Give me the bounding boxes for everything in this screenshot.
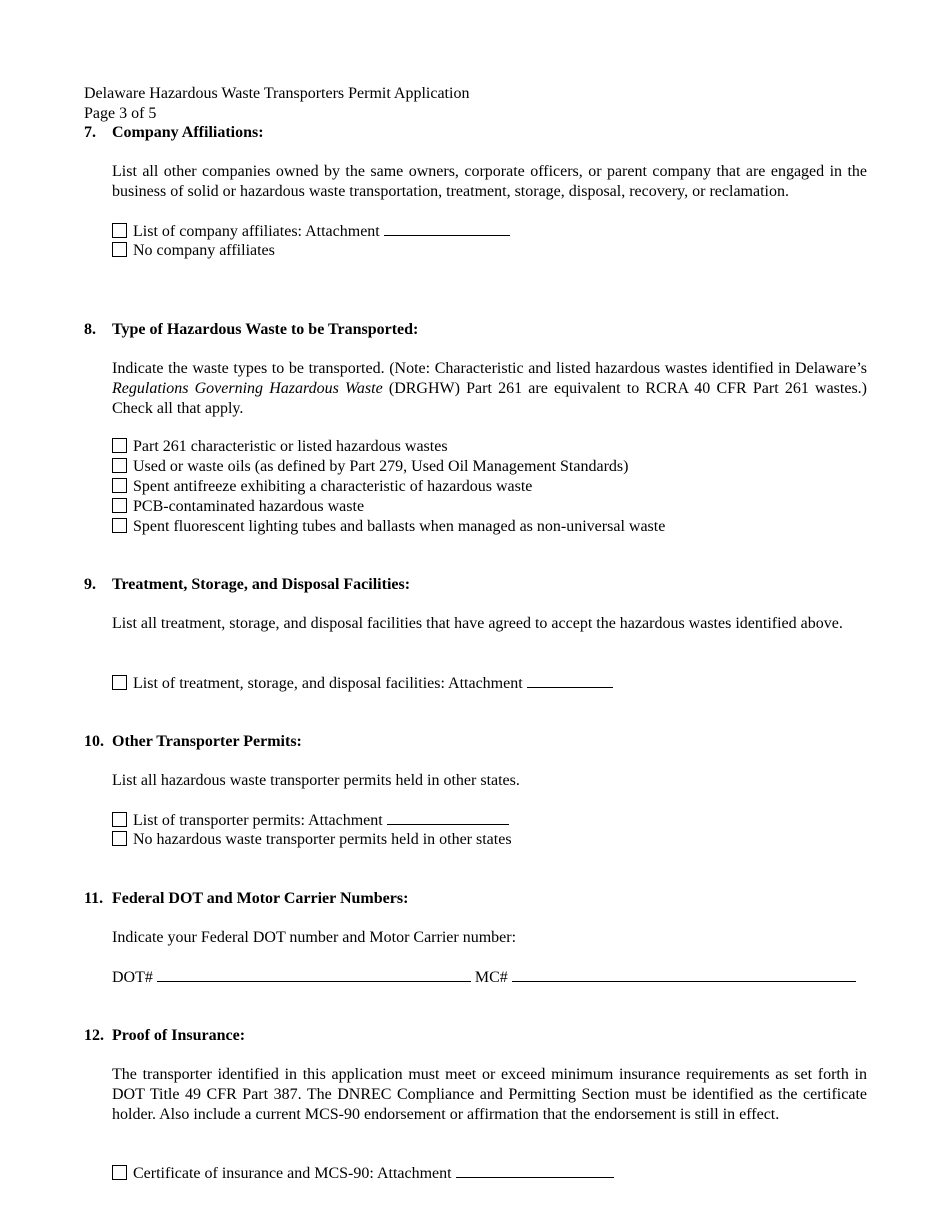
section-number: 10. (84, 733, 104, 750)
option-pcb-waste (112, 497, 364, 517)
section-instructions: Indicate the waste types to be transported. (Note: Characteristic and listed hazardous wastes identified in Delaware’s Regulations Governing Hazardous Waste (DRGHW) Part 261 are equivalent to RCRA 40 CFR Part 261 wastes.) Check all that apply. (112, 360, 868, 417)
section-heading (84, 123, 867, 143)
section-heading (84, 575, 867, 595)
section-number: 9. (84, 576, 96, 593)
option-no-other-permits (112, 830, 512, 850)
section-title: Proof of Insurance: (112, 1027, 246, 1044)
checkbox[interactable] (112, 223, 127, 238)
option-transporter-permits-attachment (112, 810, 509, 830)
option-spent-antifreeze (112, 477, 532, 497)
option-label: PCB-contaminated hazardous waste (133, 498, 365, 515)
attachment-blank-field[interactable] (384, 221, 510, 236)
checkbox[interactable] (112, 675, 127, 690)
section-other-permits (84, 732, 867, 848)
checkbox[interactable] (112, 458, 127, 473)
option-insurance-attachment (112, 1163, 614, 1183)
section-number: 11. (84, 890, 104, 907)
section-dot-mc-numbers (84, 889, 867, 986)
page-number: Page 3 of 5 (84, 104, 157, 122)
section-title: Type of Hazardous Waste to be Transported: (112, 321, 419, 338)
option-tsd-attachment (112, 673, 613, 693)
option-fluorescent-tubes (112, 517, 665, 537)
section-title: Other Transporter Permits: (112, 733, 302, 750)
checkbox[interactable] (112, 478, 127, 493)
attachment-blank-field[interactable] (456, 1163, 614, 1178)
section-tsd-facilities (84, 575, 867, 692)
section-title: Federal DOT and Motor Carrier Numbers: (112, 890, 409, 907)
section-heading (84, 1026, 867, 1046)
section-heading (84, 732, 867, 752)
section-instructions: List all hazardous waste transporter permits held in other states. (112, 772, 520, 789)
option-label: Spent fluorescent lighting tubes and ballasts when managed as non-universal waste (133, 518, 666, 535)
section-instructions: Indicate your Federal DOT number and Motor Carrier number: (112, 929, 517, 946)
dot-label: DOT# (112, 969, 153, 986)
regulation-title: Regulations Governing Hazardous Waste (112, 380, 383, 397)
section-heading (84, 320, 867, 340)
option-label: No company affiliates (133, 242, 275, 259)
option-label: Used or waste oils (as defined by Part 279, Used Oil Management Standards) (133, 458, 629, 475)
option-label: Part 261 characteristic or listed hazardous wastes (133, 438, 448, 455)
checkbox[interactable] (112, 812, 127, 827)
section-proof-of-insurance (84, 1026, 867, 1182)
document-title: Delaware Hazardous Waste Transporters Permit Application (84, 85, 470, 102)
section-number: 12. (84, 1027, 104, 1044)
option-label: List of company affiliates: Attachment (133, 223, 380, 240)
option-label: No hazardous waste transporter permits held in other states (133, 831, 512, 848)
section-instructions: List all other companies owned by the same owners, corporate officers, or parent company that are engaged in the business of solid or hazardous waste transportation, treatment, storage, disposal, recovery, or reclamation. (112, 163, 867, 200)
option-company-affiliates-attachment (112, 221, 510, 241)
option-used-oils (112, 457, 628, 477)
option-label: Certificate of insurance and MCS-90: Attachment (133, 1165, 452, 1182)
option-no-company-affiliates (112, 241, 275, 261)
section-heading (84, 889, 867, 909)
section-number: 7. (84, 124, 96, 141)
option-label: Spent antifreeze exhibiting a characteristic of hazardous waste (133, 478, 533, 495)
section-waste-types (84, 320, 868, 535)
option-label: List of transporter permits: Attachment (133, 812, 383, 829)
section-instructions: List all treatment, storage, and disposal facilities that have agreed to accept the hazardous wastes identified above. (112, 615, 843, 632)
mc-label: MC# (474, 969, 508, 986)
checkbox[interactable] (112, 498, 127, 513)
checkbox[interactable] (112, 518, 127, 533)
option-part-261-wastes (112, 437, 448, 457)
section-title: Company Affiliations: (112, 124, 264, 141)
checkbox[interactable] (112, 1165, 127, 1180)
section-company-affiliations (84, 123, 867, 259)
checkbox[interactable] (112, 438, 127, 453)
section-title: Treatment, Storage, and Disposal Facilities: (112, 576, 411, 593)
dot-mc-entry-row (112, 967, 867, 989)
attachment-blank-field[interactable] (527, 673, 613, 688)
dot-number-field[interactable] (157, 967, 471, 982)
section-number: 8. (84, 321, 96, 338)
page-header (84, 84, 469, 123)
attachment-blank-field[interactable] (387, 810, 509, 825)
section-instructions: The transporter identified in this application must meet or exceed minimum insurance requirements as set forth in DOT Title 49 CFR Part 387. The DNREC Compliance and Permitting Section must be identified as the certificate holder. Also include a current MCS-90 endorsement or affirmation that the endorsement is still in effect. (112, 1066, 867, 1123)
mc-number-field[interactable] (512, 967, 856, 982)
checkbox[interactable] (112, 242, 127, 257)
option-label: List of treatment, storage, and disposal facilities: Attachment (133, 675, 523, 692)
checkbox[interactable] (112, 831, 127, 846)
